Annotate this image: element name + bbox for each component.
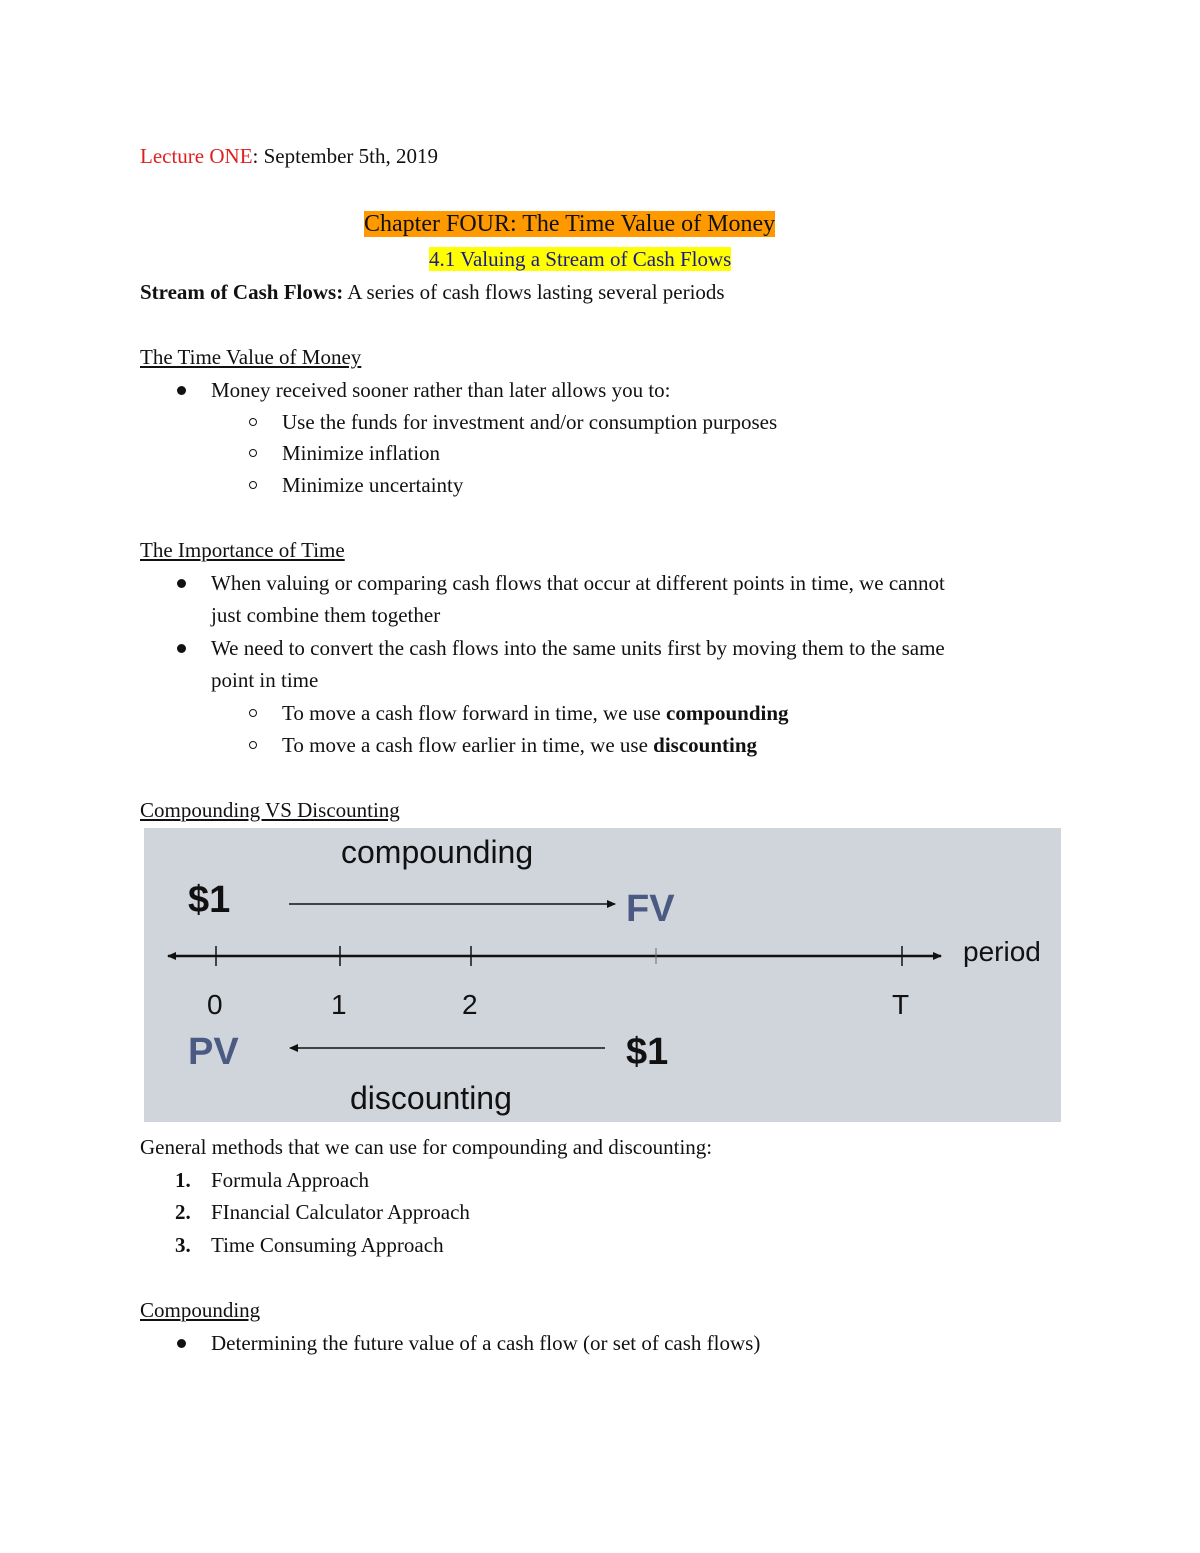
methods-intro: General methods that we can use for compounding and discounting: [140, 1135, 713, 1159]
time-value-heading: The Time Value of Money [140, 345, 362, 369]
compounding-bullet: Determining the future value of a cash flow (or set of cash flows) [211, 1331, 761, 1355]
timeline-svg [144, 828, 1061, 1122]
definition-term: Stream of Cash Flows: [140, 280, 344, 304]
fv-label: FV [626, 888, 675, 930]
time-value-subitem: Use the funds for investment and/or consumption purposes [282, 410, 778, 434]
importance-subitem-discounting [282, 732, 757, 758]
method-number: 1. [175, 1168, 191, 1192]
definition-text: A series of cash flows lasting several periods [343, 280, 725, 304]
importance-bullet-1-line-2: just combine them together [211, 603, 441, 627]
bullet-dot-icon [177, 1339, 186, 1348]
pv-label: PV [188, 1031, 239, 1073]
hollow-bullet-icon [249, 709, 257, 717]
axis-label: period [963, 936, 1041, 967]
hollow-bullet-icon [249, 418, 257, 426]
definition [140, 279, 725, 305]
lecture-date: September 5th, 2019 [258, 144, 439, 168]
method-item: Formula Approach [211, 1168, 370, 1192]
tick-label: 1 [331, 989, 347, 1020]
tick-label: 2 [462, 989, 478, 1020]
subitem-keyword: discounting [653, 733, 758, 757]
method-number: 3. [175, 1233, 191, 1257]
importance-bullet-2-line-2: point in time [211, 668, 319, 692]
bullet-dot-icon [177, 644, 186, 653]
lecture-header [140, 143, 438, 169]
hollow-bullet-icon [249, 741, 257, 749]
hollow-bullet-icon [249, 481, 257, 489]
comparison-heading: Compounding VS Discounting [140, 798, 400, 822]
lecture-separator: : [252, 144, 259, 168]
time-value-subitem: Minimize uncertainty [282, 473, 464, 497]
subitem-text: To move a cash flow forward in time, we use [282, 701, 666, 725]
method-item: FInancial Calculator Approach [211, 1200, 470, 1224]
tick-label: 0 [207, 989, 223, 1020]
compounding-discounting-diagram [144, 828, 1061, 1122]
subitem-text: To move a cash flow earlier in time, we use [282, 733, 654, 757]
start-value-label: $1 [188, 879, 231, 921]
importance-subitem-compounding [282, 700, 789, 726]
time-value-subitem: Minimize inflation [282, 441, 441, 465]
tick-label: T [892, 989, 910, 1020]
importance-bullet-1-line-1: When valuing or comparing cash flows that occur at different points in time, we cannot [211, 571, 945, 595]
section-title-line [429, 246, 731, 272]
hollow-bullet-icon [249, 449, 257, 457]
end-value-label: $1 [626, 1031, 669, 1073]
bullet-dot-icon [177, 386, 186, 395]
compounding-label: compounding [341, 834, 534, 870]
lecture-label: Lecture ONE [140, 144, 253, 168]
subitem-keyword: compounding [666, 701, 789, 725]
method-number: 2. [175, 1200, 191, 1224]
importance-heading: The Importance of Time [140, 538, 345, 562]
method-item: Time Consuming Approach [211, 1233, 444, 1257]
compounding-heading: Compounding [140, 1298, 261, 1322]
time-value-bullet: Money received sooner rather than later allows you to: [211, 378, 671, 402]
section-title: 4.1 Valuing a Stream of Cash Flows [429, 247, 732, 271]
chapter-title-line [364, 210, 775, 238]
discounting-label: discounting [350, 1080, 512, 1116]
chapter-title: Chapter FOUR: The Time Value of Money [364, 211, 776, 237]
importance-bullet-2-line-1: We need to convert the cash flows into the same units first by moving them to the same [211, 636, 945, 660]
bullet-dot-icon [177, 579, 186, 588]
